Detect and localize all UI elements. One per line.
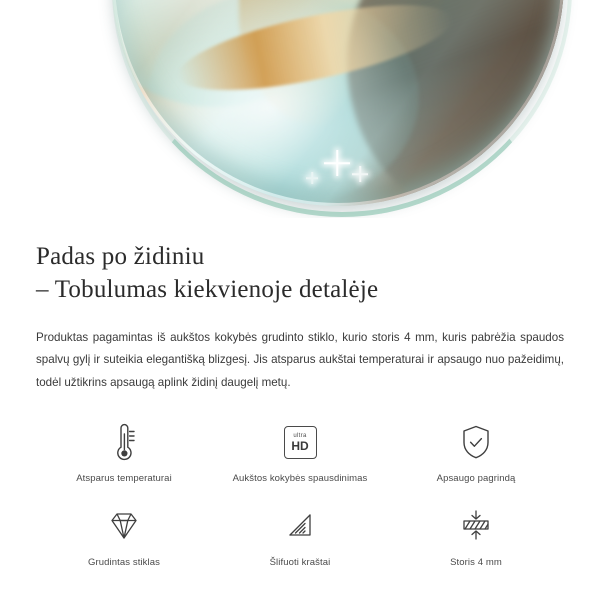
feature-item-thickness (388, 504, 564, 568)
shield-check-icon (459, 420, 493, 464)
content-area (0, 240, 600, 568)
headline-line-1: Padas po židiniu (36, 243, 205, 270)
thermometer-icon (107, 420, 141, 464)
ultra-hd-icon (284, 420, 317, 464)
feature-grid (36, 420, 564, 568)
feature-label: Atsparus temperaturai (76, 473, 172, 485)
feature-item-surface-protection (388, 420, 564, 484)
diamond-icon (105, 504, 143, 548)
ultra-hd-badge-bottom: HD (291, 438, 309, 453)
feature-item-print-quality (212, 420, 388, 484)
feature-label: Storis 4 mm (450, 557, 502, 569)
description-paragraph: Produktas pagamintas iš aukštos kokybės grudinto stiklo, kurio storis 4 mm, kuris pabrėžia spaudos spalvų gylį ir suteikia elegantišką blizgesį. Jis atsparus aukštai temperaturai ir apsaugo nuo pažeidimų, todėl užtikrins apsaugą aplink židinį daugelį metų. (36, 330, 564, 389)
feature-item-polished-edges (212, 504, 388, 568)
feature-label: Šlifuoti kraštai (269, 557, 331, 569)
glass-disc-graphic (112, 0, 564, 206)
polished-edge-icon (281, 504, 319, 548)
thickness-icon (456, 504, 496, 548)
feature-label: Aukštos kokybės spausdinimas (232, 473, 368, 485)
page-title (36, 240, 564, 307)
headline-line-2: – Tobulumas kiekvienoje detalėje (36, 276, 379, 304)
feature-item-tempered-glass (36, 504, 212, 568)
feature-label: Grudintas stiklas (88, 557, 160, 569)
feature-item-temperature (36, 420, 212, 484)
ultra-hd-badge-top: ultra (293, 432, 307, 439)
hero-product-image (0, 0, 600, 218)
feature-label: Apsaugo pagrindą (436, 473, 516, 485)
